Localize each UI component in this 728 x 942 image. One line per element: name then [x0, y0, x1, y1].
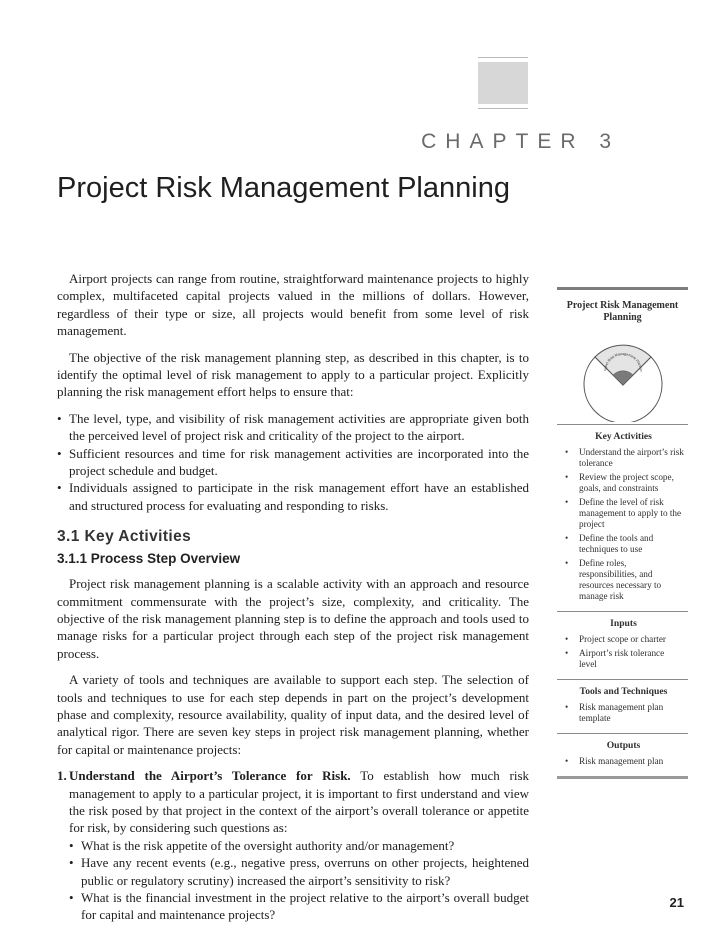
steps-list: [57, 767, 529, 924]
sidebar-title: Project Risk Management Planning: [566, 300, 679, 323]
sidebar-bottom-rule: [557, 776, 688, 779]
list-item: • Have any recent events (e.g., negative press, overruns on other projects, heightened public or regulatory scrutiny) increased the airport’s sensitivity to risk?: [69, 854, 529, 889]
step-item: [57, 767, 529, 924]
sidebar-item: • Review the project scope, goals, and constraints: [563, 472, 684, 494]
sidebar-item: • Airport’s risk tolerance level: [563, 648, 684, 670]
chapter-tab-block: [478, 62, 528, 104]
header-rule-top: [478, 57, 528, 58]
page-number: 21: [669, 895, 684, 910]
list-item: • What is the financial investment in the project relative to the airport’s overall budget for capital and maintenance projects?: [69, 889, 529, 924]
list-item: • Individuals assigned to participate in the risk management effort have an established and structured process for evaluating and responding to risks.: [57, 479, 529, 514]
section-heading: 3.1 Key Activities: [57, 528, 192, 546]
header-rule-bottom: [478, 108, 528, 109]
sidebar-heading: Inputs: [610, 618, 637, 629]
chapter-title: Project Risk Management Planning: [57, 172, 510, 204]
sidebar-section-tools: [557, 679, 688, 733]
sidebar-heading: Key Activities: [595, 431, 652, 442]
chapter-label: CHAPTER 3: [421, 130, 620, 153]
sidebar-item: • Define the tools and techniques to use: [563, 533, 684, 555]
step-title: Understand the Airport’s Tolerance for Risk.: [69, 768, 351, 784]
step-text: To establish how much risk management to apply to a particular project, it is important to first understand and view the risk posed by that project in the context of the airport’s overall tolerance or appetite for risk, by considering such questions as:: [69, 768, 530, 836]
step-number: 1.: [57, 768, 67, 784]
list-item: • The level, type, and visibility of risk management activities are appropriate given both the perceived level of project risk and criticality of the project to the airport.: [57, 410, 529, 445]
body-paragraph: A variety of tools and techniques are available to support each step. The selection of tools and techniques to use for each step depends in part on the project’s development phase and complexity, resource availability, quality of input data, and the desired level of analytical rigor. There are seven key steps in project risk management planning, whether for capital or maintenance projects:: [57, 672, 529, 757]
sidebar-heading: Tools and Techniques: [579, 686, 668, 697]
sidebar-item: • Define roles, responsibilities, and resources necessary to manage risk: [563, 558, 684, 602]
sidebar-item: • Project scope or charter: [563, 634, 684, 645]
ensure-list: [57, 410, 529, 514]
sidebar-item: • Risk management plan: [563, 756, 684, 767]
question-list: [69, 837, 529, 924]
list-item: • Sufficient resources and time for risk management activities are incorporated into the project schedule and budget.: [57, 445, 529, 480]
sidebar-panel: [557, 287, 688, 779]
sidebar-heading: Outputs: [606, 740, 641, 751]
main-body: [57, 270, 529, 924]
sidebar-item: • Understand the airport’s risk tolerance: [563, 447, 684, 469]
sidebar-section-key-activities: [557, 424, 688, 611]
intro-paragraph: The objective of the risk management planning step, as described in this chapter, is to identify the optimal level of risk management to apply to a particular project. Explicitly planning the risk management effort helps to ensure that:: [57, 349, 529, 400]
diagram-arc-label: roject Risk Management Plannin: [602, 351, 643, 372]
intro-paragraph: Airport projects can range from routine, straightforward maintenance projects to highly complex, multifaceted capital projects valued in the millions of dollars. However, regardless of their type or size, all projects would benefit from some level of risk management.: [57, 271, 529, 339]
sidebar-item: • Define the level of risk management to apply to the project: [563, 497, 684, 530]
process-cycle-diagram: [580, 328, 666, 422]
subsection-heading: 3.1.1 Process Step Overview: [57, 550, 241, 566]
body-paragraph: Project risk management planning is a scalable activity with an approach and resource commitment commensurate with the project’s size, complexity, and criticality. The objective of the risk management planning step is to define the approach and tools used to manage risks for a particular project through each step of the project risk management process.: [57, 576, 529, 661]
sidebar-item: • Risk management plan template: [563, 702, 684, 724]
list-item: • What is the risk appetite of the oversight authority and/or management?: [69, 837, 529, 854]
sidebar-section-inputs: [557, 611, 688, 679]
sidebar-section-outputs: [557, 733, 688, 776]
